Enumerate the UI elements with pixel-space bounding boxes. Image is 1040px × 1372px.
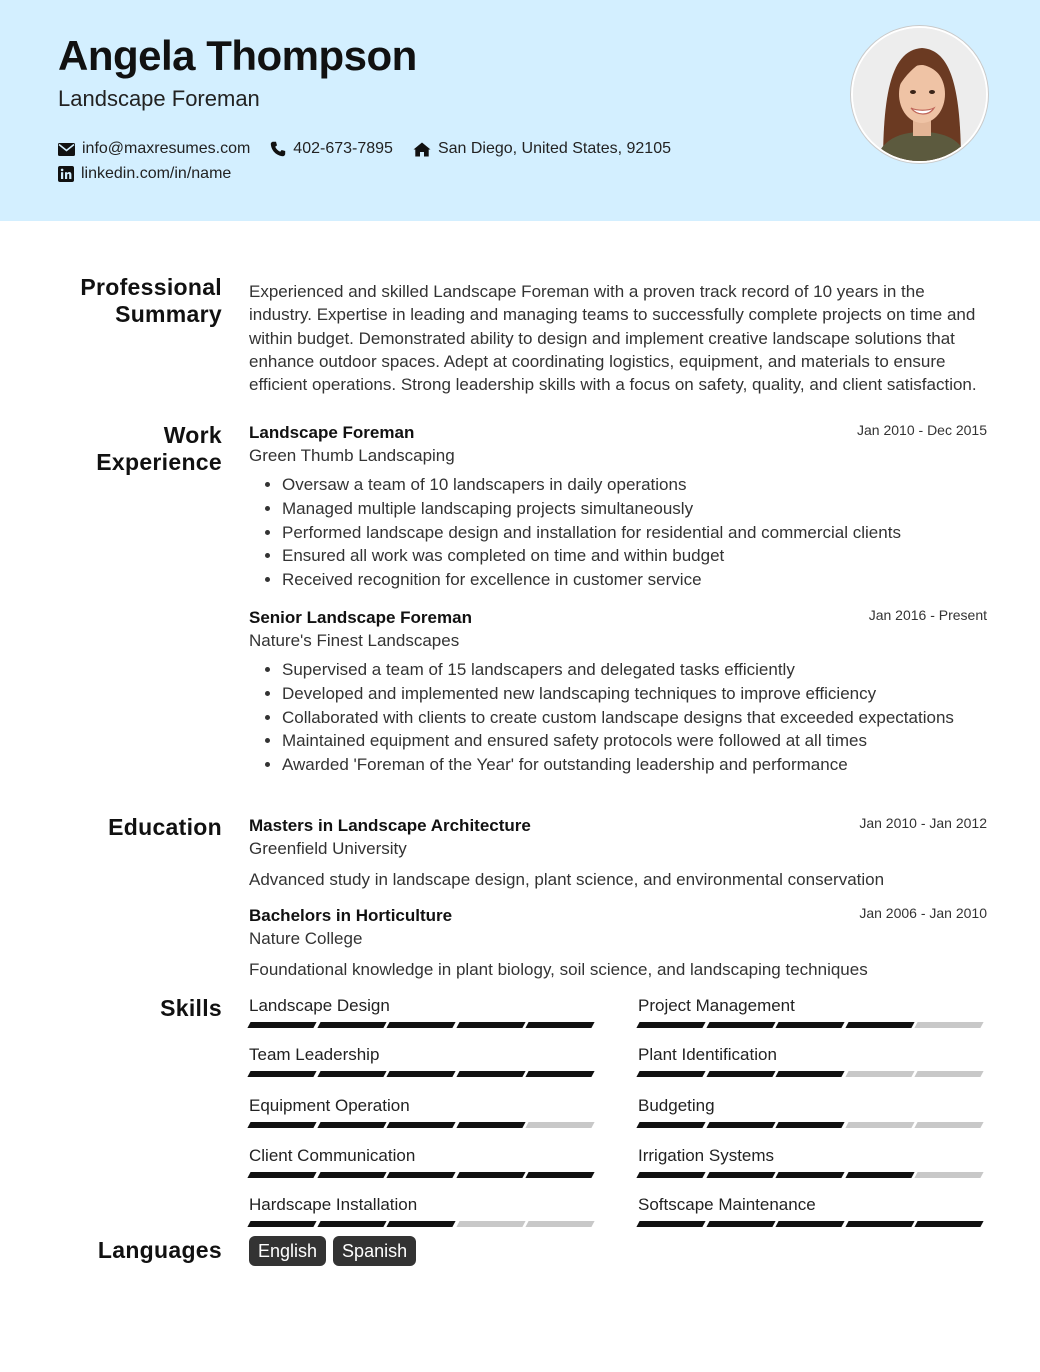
language-badge: English xyxy=(249,1236,326,1266)
education-entry xyxy=(249,815,987,891)
skill-level-segment-filled xyxy=(387,1071,456,1077)
profile-photo xyxy=(851,26,988,163)
company-name: Nature's Finest Landscapes xyxy=(249,631,460,650)
skill-level-segment-empty xyxy=(845,1122,914,1128)
job-title: Landscape Foreman xyxy=(249,423,415,442)
skill-name: Project Management xyxy=(638,996,795,1015)
candidate-title: Landscape Foreman xyxy=(58,86,260,111)
education-dates: Jan 2010 - Jan 2012 xyxy=(859,815,987,831)
skill-level-segment-filled xyxy=(776,1071,845,1077)
skill-level-segment-filled xyxy=(387,1022,456,1028)
section-title-work xyxy=(96,422,222,476)
skill-level-segment-filled xyxy=(456,1071,525,1077)
contact-linkedin[interactable] xyxy=(58,165,231,183)
skill-level-segment-filled xyxy=(845,1022,914,1028)
contact-location xyxy=(413,140,671,158)
skill-level-segment-filled xyxy=(706,1071,775,1077)
degree-title: Bachelors in Horticulture xyxy=(249,906,453,925)
job-bullets xyxy=(249,473,987,592)
skill-name: Budgeting xyxy=(638,1096,715,1115)
skill-item xyxy=(249,1095,597,1128)
envelope-icon xyxy=(58,143,75,156)
skill-name: Plant Identification xyxy=(638,1045,777,1064)
education-entry-header xyxy=(249,905,987,950)
skill-level-segment-filled xyxy=(456,1172,525,1178)
contact-email[interactable] xyxy=(58,140,250,158)
job-bullet: • Received recognition for excellence in customer service xyxy=(282,568,987,592)
skill-name: Landscape Design xyxy=(249,996,390,1015)
skill-name: Hardscape Installation xyxy=(249,1195,418,1214)
skill-level-bar xyxy=(249,1172,597,1178)
contact-email-text: info@maxresumes.com xyxy=(82,140,251,157)
job-bullet: • Developed and implemented new landscaping techniques to improve efficiency xyxy=(282,682,987,706)
job-bullet: • Managed multiple landscaping projects simultaneously xyxy=(282,497,987,521)
summary-section xyxy=(249,280,987,396)
skill-level-segment-empty xyxy=(845,1071,914,1077)
contact-phone[interactable] xyxy=(270,140,393,158)
skill-level-segment-filled xyxy=(317,1172,386,1178)
job-bullet: • Supervised a team of 15 landscapers and delegated tasks efficiently xyxy=(282,658,987,682)
skill-level-segment-filled xyxy=(845,1221,914,1227)
work-entry xyxy=(249,607,987,777)
skill-level-bar xyxy=(638,1172,986,1178)
skill-name: Team Leadership xyxy=(249,1045,380,1064)
job-bullet: • Maintained equipment and ensured safety protocols were followed at all times xyxy=(282,729,987,753)
skill-level-segment-empty xyxy=(915,1022,984,1028)
skill-level-segment-filled xyxy=(317,1221,386,1227)
skill-level-bar xyxy=(249,1022,597,1028)
skill-name: Irrigation Systems xyxy=(638,1146,775,1165)
work-entry xyxy=(249,422,987,592)
skill-level-segment-filled xyxy=(526,1022,595,1028)
skill-level-segment-filled xyxy=(706,1221,775,1227)
skill-level-bar xyxy=(638,1071,986,1077)
skill-level-segment-filled xyxy=(387,1221,456,1227)
contact-location-text: San Diego, United States, 92105 xyxy=(437,140,671,157)
job-bullet: • Oversaw a team of 10 landscapers in daily operations xyxy=(282,473,987,497)
skill-level-segment-filled xyxy=(456,1122,525,1128)
skill-level-segment-filled xyxy=(456,1022,525,1028)
education-entry xyxy=(249,905,987,981)
section-title-skills: Skills xyxy=(160,995,222,1021)
skill-level-segment-filled xyxy=(247,1172,316,1178)
skill-level-segment-empty xyxy=(526,1122,595,1128)
skill-level-segment-filled xyxy=(387,1122,456,1128)
skill-level-segment-filled xyxy=(776,1221,845,1227)
skill-level-bar xyxy=(249,1221,597,1227)
section-title-line: Professional xyxy=(80,274,222,300)
school-name: Nature College xyxy=(249,929,363,948)
skill-level-bar xyxy=(638,1122,986,1128)
job-title: Senior Landscape Foreman xyxy=(249,608,472,627)
contact-linkedin-text: linkedin.com/in/name xyxy=(81,165,232,182)
skill-level-bar xyxy=(249,1122,597,1128)
phone-icon xyxy=(270,141,286,157)
section-title-line: Summary xyxy=(115,301,222,327)
skill-level-segment-filled xyxy=(317,1122,386,1128)
skill-level-segment-filled xyxy=(526,1071,595,1077)
skill-level-segment-filled xyxy=(636,1221,705,1227)
school-name: Greenfield University xyxy=(249,839,407,858)
work-entry-header xyxy=(249,422,987,467)
contact-row xyxy=(58,165,251,183)
skill-level-segment-filled xyxy=(915,1221,984,1227)
skill-level-segment-filled xyxy=(387,1172,456,1178)
skill-level-segment-filled xyxy=(636,1071,705,1077)
company-name: Green Thumb Landscaping xyxy=(249,446,455,465)
skill-level-segment-filled xyxy=(317,1022,386,1028)
resume-header xyxy=(0,0,1040,221)
summary-text: Experienced and skilled Landscape Foreman with a proven track record of 10 years in the industry. Expertise in leading and managing teams to successfully complete projects on time and within budget. Demonstrated ability to design and implement creative landscape solutions that enhance outdoor spaces. Adept at coordinating logistics, equipment, and materials to ensure efficient operations. Strong leadership skills with a focus on safety, quality, and client satisfaction. xyxy=(249,282,977,395)
section-title-education: Education xyxy=(108,814,222,840)
job-dates: Jan 2010 - Dec 2015 xyxy=(857,422,987,438)
skill-item xyxy=(638,1194,986,1227)
skill-level-segment-filled xyxy=(706,1022,775,1028)
skill-level-bar xyxy=(638,1221,986,1227)
skill-item xyxy=(638,995,986,1028)
candidate-name: Angela Thompson xyxy=(58,32,417,79)
skill-item xyxy=(638,1095,986,1128)
skill-item xyxy=(249,1044,597,1077)
education-description: Foundational knowledge in plant biology, soil science, and landscaping techniques xyxy=(249,960,868,979)
skill-level-segment-filled xyxy=(526,1172,595,1178)
job-bullet: • Collaborated with clients to create custom landscape designs that exceeded expectations xyxy=(282,706,987,730)
job-bullet: • Awarded 'Foreman of the Year' for outstanding leadership and performance xyxy=(282,753,987,777)
skill-level-segment-filled xyxy=(317,1071,386,1077)
skill-level-segment-filled xyxy=(247,1221,316,1227)
skill-name: Softscape Maintenance xyxy=(638,1195,816,1214)
skill-level-bar xyxy=(638,1022,986,1028)
skill-name: Equipment Operation xyxy=(249,1096,410,1115)
skill-level-bar xyxy=(249,1071,597,1077)
skill-level-segment-filled xyxy=(706,1172,775,1178)
skill-level-segment-filled xyxy=(776,1022,845,1028)
skill-item xyxy=(638,1145,986,1178)
languages-list xyxy=(249,1236,423,1266)
skill-level-segment-filled xyxy=(247,1071,316,1077)
skill-level-segment-empty xyxy=(526,1221,595,1227)
portrait-illustration xyxy=(853,28,988,163)
contact-phone-text: 402-673-7895 xyxy=(293,140,393,157)
contact-row xyxy=(58,140,691,158)
section-title-summary xyxy=(80,274,222,328)
section-title-line: Work xyxy=(163,422,222,448)
skill-level-segment-filled xyxy=(706,1122,775,1128)
skill-name: Client Communication xyxy=(249,1146,416,1165)
skill-level-segment-filled xyxy=(776,1122,845,1128)
job-bullet: • Performed landscape design and installation for residential and commercial clients xyxy=(282,521,987,545)
skill-level-segment-filled xyxy=(776,1172,845,1178)
job-bullet: • Ensured all work was completed on time and within budget xyxy=(282,544,987,568)
skill-level-segment-filled xyxy=(636,1122,705,1128)
home-icon xyxy=(413,142,431,157)
education-entry-header xyxy=(249,815,987,860)
skill-level-segment-filled xyxy=(636,1022,705,1028)
skill-level-segment-filled xyxy=(845,1172,914,1178)
skill-item xyxy=(638,1044,986,1077)
skill-item xyxy=(249,1145,597,1178)
skill-level-segment-filled xyxy=(247,1122,316,1128)
skill-level-segment-empty xyxy=(915,1172,984,1178)
skill-level-segment-filled xyxy=(247,1022,316,1028)
job-dates: Jan 2016 - Present xyxy=(868,607,987,623)
job-bullets xyxy=(249,658,987,777)
skill-level-segment-empty xyxy=(915,1122,984,1128)
skill-item xyxy=(249,1194,597,1227)
education-dates: Jan 2006 - Jan 2010 xyxy=(859,905,987,921)
section-title-languages: Languages xyxy=(97,1237,222,1263)
skill-level-segment-filled xyxy=(636,1172,705,1178)
work-entry-header xyxy=(249,607,987,652)
degree-title: Masters in Landscape Architecture xyxy=(249,816,531,835)
linkedin-icon xyxy=(58,166,74,182)
education-description: Advanced study in landscape design, plant science, and environmental conservation xyxy=(249,870,885,889)
skill-level-segment-empty xyxy=(456,1221,525,1227)
section-title-line: Experience xyxy=(96,449,222,475)
skill-item xyxy=(249,995,597,1028)
language-badge: Spanish xyxy=(333,1236,416,1266)
skill-level-segment-empty xyxy=(915,1071,984,1077)
